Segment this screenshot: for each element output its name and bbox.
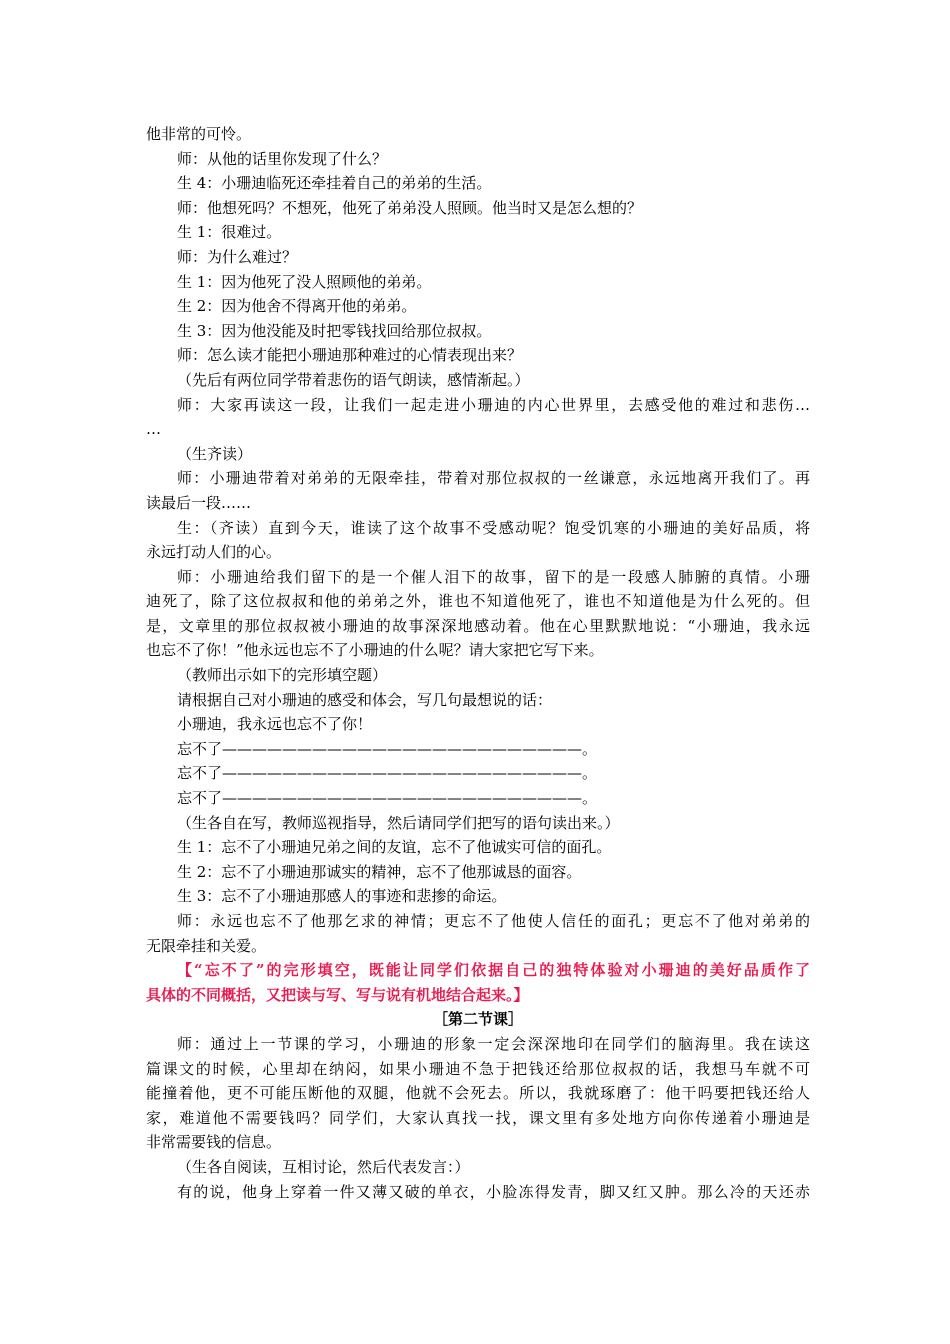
text-line: 读最后一段…… <box>146 493 252 512</box>
text-line: 师：通过上一节课的学习，小珊迪的形象一定会深深地印在同学们的脑海里。我在读这 <box>177 1034 810 1053</box>
text-line: 师：小珊迪带着对弟弟的无限牵挂，带着对那位叔叔的一丝谦意，永远地离开我们了。再 <box>177 469 810 488</box>
text-line: 迪死了，除了这位叔叔和他的弟弟之外，谁也不知道他死了，谁也不知道他是为什么死的。但 <box>146 592 810 611</box>
commentary-line: 【“忘不了”的完形填空，既能让同学们依据自己的独特体验对小珊迪的美好品质作了 <box>177 961 810 980</box>
text-line: 忘不了————————————————————————。 <box>177 739 598 758</box>
text-line: 永远打动人们的心。 <box>146 543 282 562</box>
text-line: 生：（齐读）直到今天，谁读了这个故事不受感动呢？饱受饥寒的小珊迪的美好品质，将 <box>177 518 810 537</box>
text-line: 小珊迪，我永远也忘不了你！ <box>177 715 373 734</box>
text-line: 他非常的可怜。 <box>146 125 252 143</box>
section-heading: ［第二节课］ <box>432 1010 523 1029</box>
text-line: 生 2：忘不了小珊迪那诚实的精神，忘不了他那诚恳的面容。 <box>177 862 582 881</box>
lesson-transcript <box>146 122 810 1204</box>
text-line: 生 2：因为他舍不得离开他的弟弟。 <box>177 297 417 316</box>
text-line: （生各自在写，教师巡视指导，然后请同学们把写的语句读出来。） <box>177 813 620 832</box>
text-line: 篇课文的时候，心里却在纳闷，如果小珊迪不急于把钱还给那位叔叔的话，我想马车就不可 <box>146 1059 810 1078</box>
text-line: 师：小珊迪给我们留下的是一个催人泪下的故事，留下的是一段感人肺腑的真情。小珊 <box>177 567 810 586</box>
text-line: 生 1：很难过。 <box>177 223 282 242</box>
text-line: 师：大家再读这一段，让我们一起走进小珊迪的内心世界里，去感受他的难过和悲伤… <box>177 395 810 414</box>
text-line: 师：从他的话里你发现了什么？ <box>177 149 388 168</box>
text-line: 忘不了————————————————————————。 <box>177 764 598 783</box>
text-line: 生 3：忘不了小珊迪那感人的事迹和悲掺的命运。 <box>177 887 507 906</box>
text-line: 家，难道他不需要钱吗？同学们，大家认真找一找，课文里有多处地方向你传递着小珊迪是 <box>146 1108 810 1127</box>
text-line: 师：怎么读才能把小珊迪那种难过的心情表现出来？ <box>177 346 523 365</box>
text-line: （教师出示如下的完形填空题） <box>177 666 388 685</box>
text-line: 也忘不了你！”他永远也忘不了小珊迪的什么呢？请大家把它写下来。 <box>146 641 604 660</box>
commentary-line: 具体的不同概括，又把读与写、写与说有机地结合起来。】 <box>146 985 529 1004</box>
text-line: （生齐读） <box>177 444 253 463</box>
text-line: 有的说，他身上穿着一件又薄又破的单衣，小脸冻得发青，脚又红又肿。那么冷的天还赤 <box>177 1182 810 1201</box>
text-line: 师：他想死吗？不想死，他死了弟弟没人照顾。他当时又是怎么想的？ <box>177 198 643 217</box>
text-line: 忘不了————————————————————————。 <box>177 789 598 808</box>
text-line: 无限牵挂和关爱。 <box>146 936 267 955</box>
text-line: （先后有两位同学带着悲伤的语气朗读，感情渐起。） <box>177 370 530 389</box>
text-line: 非常需要钱的信息。 <box>146 1133 282 1152</box>
text-line: 师：为什么难过？ <box>177 247 298 266</box>
text-line: … <box>146 420 161 439</box>
text-line: 生 1：忘不了小珊迪兄弟之间的友谊，忘不了他诚实可信的面孔。 <box>177 838 612 857</box>
text-line: 能撞着他，更不可能压断他的双腿，他就不会死去。所以，我就琢磨了：他干吗要把钱还给人 <box>146 1084 810 1103</box>
text-line: 师：永远也忘不了他那乞求的神情；更忘不了他使人信任的面孔；更忘不了他对弟弟的 <box>177 912 810 930</box>
text-line: 生 4：小珊迪临死还牵挂着自己的弟弟的生活。 <box>177 174 492 193</box>
text-line: 是，文章里的那位叔叔被小珊迪的故事深深地感动着。他在心里默默地说：“小珊迪，我永远 <box>146 616 810 635</box>
text-line: 请根据自己对小珊迪的感受和体会，写几句最想说的话： <box>177 690 553 709</box>
text-line: （生各自阅读，互相讨论，然后代表发言：） <box>177 1157 470 1176</box>
text-line: 生 1：因为他死了没人照顾他的弟弟。 <box>177 272 432 291</box>
text-line: 生 3：因为他没能及时把零钱找回给那位叔叔。 <box>177 321 492 340</box>
